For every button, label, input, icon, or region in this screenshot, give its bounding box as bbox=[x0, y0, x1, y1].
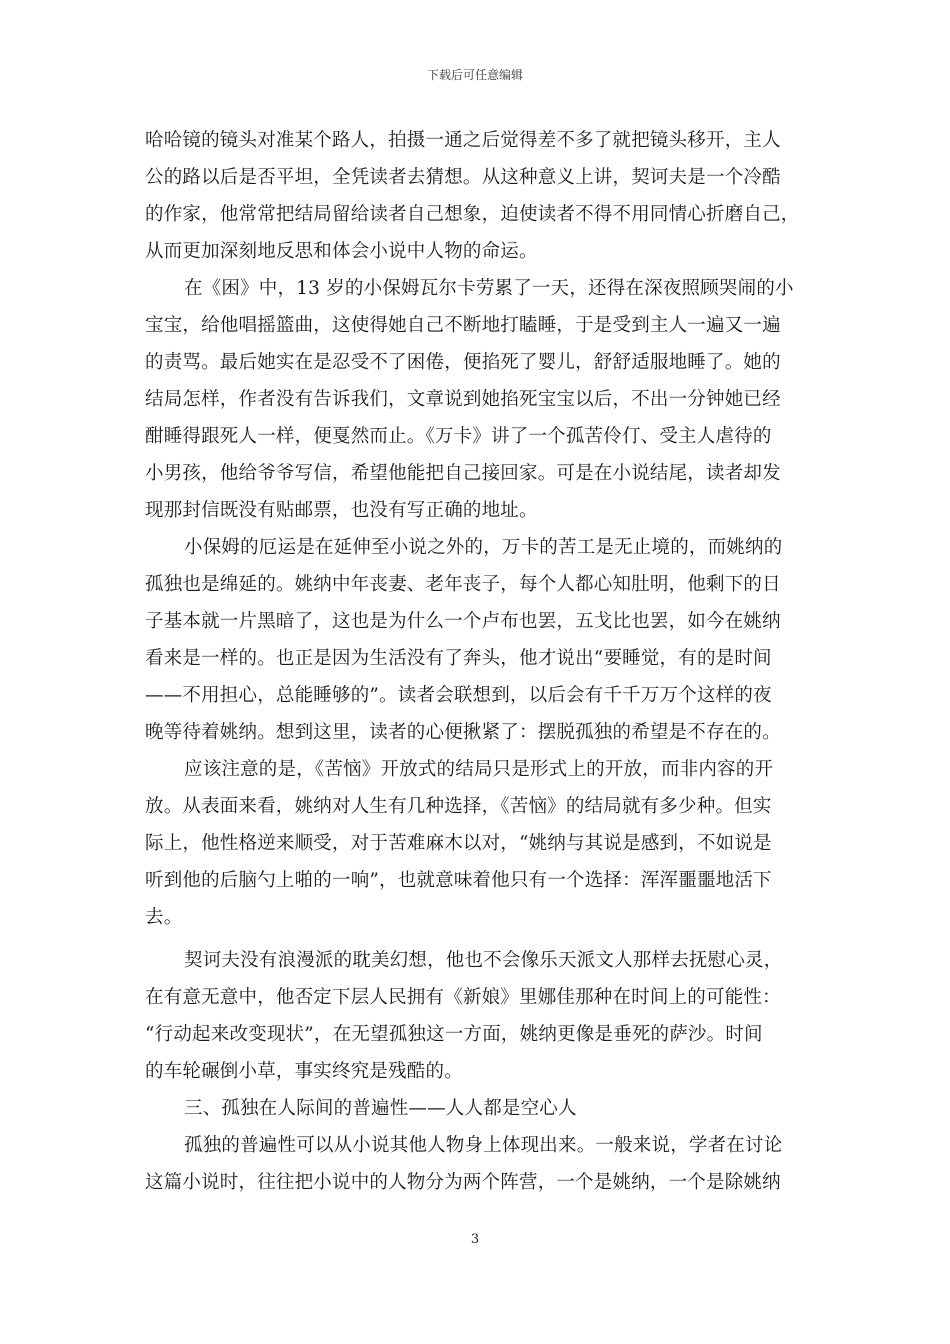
text-line: 的作家，他常常把结局留给读者自己想象，迫使读者不得不用同情心折磨自己， bbox=[145, 204, 800, 225]
text-line: ——不用担心，总能睡够的”。读者会联想到，以后会有千千万万个这样的夜 bbox=[145, 685, 772, 706]
paragraph-first-line: 小保姆的厄运是在延伸至小说之外的，万卡的苦工是无止境的，而姚纳的 bbox=[184, 537, 783, 558]
page-number: 3 bbox=[470, 1232, 480, 1247]
text-line: 在有意无意中，他否定下层人民拥有《新娘》里娜佳那种在时间上的可能性： bbox=[145, 987, 781, 1008]
text-line: 这篇小说时，往往把小说中的人物分为两个阵营，一个是姚纳，一个是除姚纳 bbox=[145, 1172, 781, 1193]
text-line: 放。从表面来看，姚纳对人生有几种选择，《苦恼》的结局就有多少种。但实 bbox=[145, 796, 772, 817]
text-line: 小男孩，他给爷爷写信，希望他能把自己接回家。可是在小说结尾，读者却发 bbox=[145, 463, 781, 484]
paragraph-first-line: 应该注意的是，《苦恼》开放式的结局只是形式上的开放，而非内容的开 bbox=[184, 759, 774, 780]
text-line: 公的路以后是否平坦，全凭读者去猜想。从这种意义上讲，契诃夫是一个冷酷 bbox=[145, 167, 781, 188]
text-line: 听到他的后脑勺上啪的一响”，也就意味着他只有一个选择：浑浑噩噩地活下 bbox=[145, 870, 772, 891]
text-line: 的责骂。最后她实在是忍受不了困倦，便掐死了婴儿，舒舒适服地睡了。她的 bbox=[145, 352, 781, 373]
section-heading: 三、孤独在人际间的普遍性——人人都是空心人 bbox=[184, 1098, 577, 1119]
text-line: 晚等待着姚纳。想到这里，读者的心便揪紧了：摆脱孤独的希望是不存在的。 bbox=[145, 722, 781, 743]
text-line: 的车轮碾倒小草，事实终究是残酷的。 bbox=[145, 1061, 463, 1082]
text-line: 看来是一样的。也正是因为生活没有了奔头，他才说出“要睡觉，有的是时间 bbox=[145, 648, 772, 669]
page-header: 下载后可任意编辑 bbox=[426, 68, 523, 82]
text-line: 哈哈镜的镜头对准某个路人，拍摄一通之后觉得差不多了就把镜头移开，主人 bbox=[145, 130, 781, 151]
text-line: 酣睡得跟死人一样，便戛然而止。《万卡》讲了一个孤苦伶仃、受主人虐待的 bbox=[145, 426, 772, 447]
text-line: 孤独也是绵延的。姚纳中年丧妻、老年丧子，每个人都心知肚明，他剩下的日 bbox=[145, 574, 781, 595]
text-line: 去。 bbox=[145, 907, 183, 928]
text-line: 子基本就一片黑暗了，这也是为什么一个卢布也罢，五戈比也罢，如今在姚纳 bbox=[145, 611, 781, 632]
paragraph-first-line: 在《困》中，13 岁的小保姆瓦尔卡劳累了一天，还得在深夜照顾哭闹的小 bbox=[184, 278, 794, 299]
text-line: 宝宝，给他唱摇篮曲，这使得她自己不断地打瞌睡，于是受到主人一遍又一遍 bbox=[145, 315, 781, 336]
text-line: 际上，他性格逆来顺受，对于苦难麻木以对，“姚纳与其说是感到，不如说是 bbox=[145, 833, 772, 854]
paragraph-first-line: 孤独的普遍性可以从小说其他人物身上体现出来。一般来说，学者在讨论 bbox=[184, 1135, 783, 1156]
text-line: 从而更加深刻地反思和体会小说中人物的命运。 bbox=[145, 241, 538, 262]
paragraph-first-line: 契诃夫没有浪漫派的耽美幻想，他也不会像乐天派文人那样去抚慰心灵， bbox=[184, 950, 783, 971]
text-line: 现那封信既没有贴邮票，也没有写正确的地址。 bbox=[145, 500, 538, 521]
text-line: 结局怎样，作者没有告诉我们，文章说到她掐死宝宝以后，不出一分钟她已经 bbox=[145, 389, 781, 410]
text-line: “行动起来改变现状”，在无望孤独这一方面，姚纳更像是垂死的萨沙。时间 bbox=[145, 1024, 763, 1045]
